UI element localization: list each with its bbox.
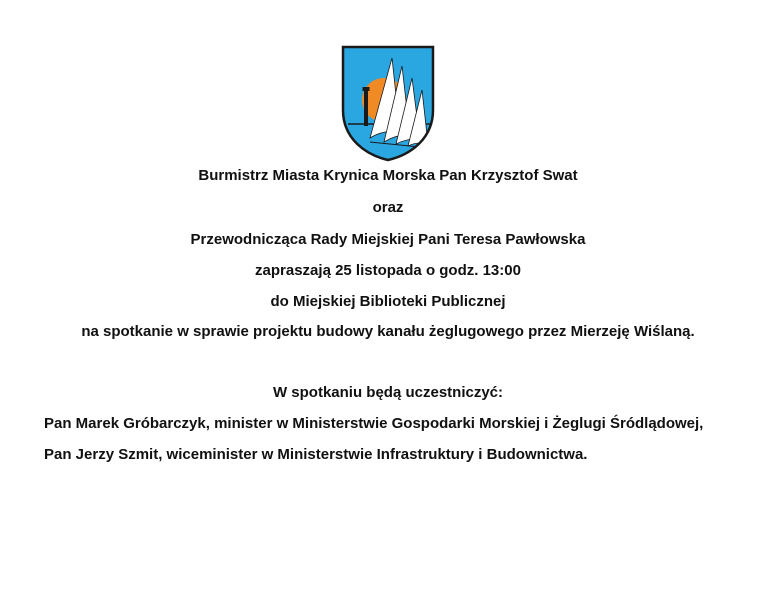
invitation-line-council-chair: Przewodnicząca Rady Miejskiej Pani Teresa Pawłowska — [190, 231, 586, 248]
invitation-line-mayor: Burmistrz Miasta Krynica Morska Pan Krzysztof Swat — [198, 167, 578, 184]
lighthouse-top-shape — [363, 87, 370, 91]
lighthouse-shape — [364, 90, 368, 126]
invitation-line-venue: do Miejskiej Biblioteki Publicznej — [270, 293, 506, 310]
krynica-morska-coat-of-arms-icon — [340, 44, 436, 162]
participants-heading: W spotkaniu będą uczestniczyć: — [272, 384, 504, 401]
participant-item: Pan Marek Gróbarczyk, minister w Ministerstwie Gospodarki Morskiej i Żeglugi Śródlądowej, — [44, 415, 704, 432]
invitation-line-topic: na spotkanie w sprawie projektu budowy kanału żeglugowego przez Mierzeję Wiślaną. — [81, 323, 695, 340]
invitation-line-date-time: zapraszają 25 listopada o godz. 13:00 — [255, 262, 521, 279]
participant-item: Pan Jerzy Szmit, wiceminister w Ministerstwie Infrastruktury i Budownictwa. — [44, 446, 588, 463]
invitation-line-oraz: oraz — [372, 199, 404, 216]
